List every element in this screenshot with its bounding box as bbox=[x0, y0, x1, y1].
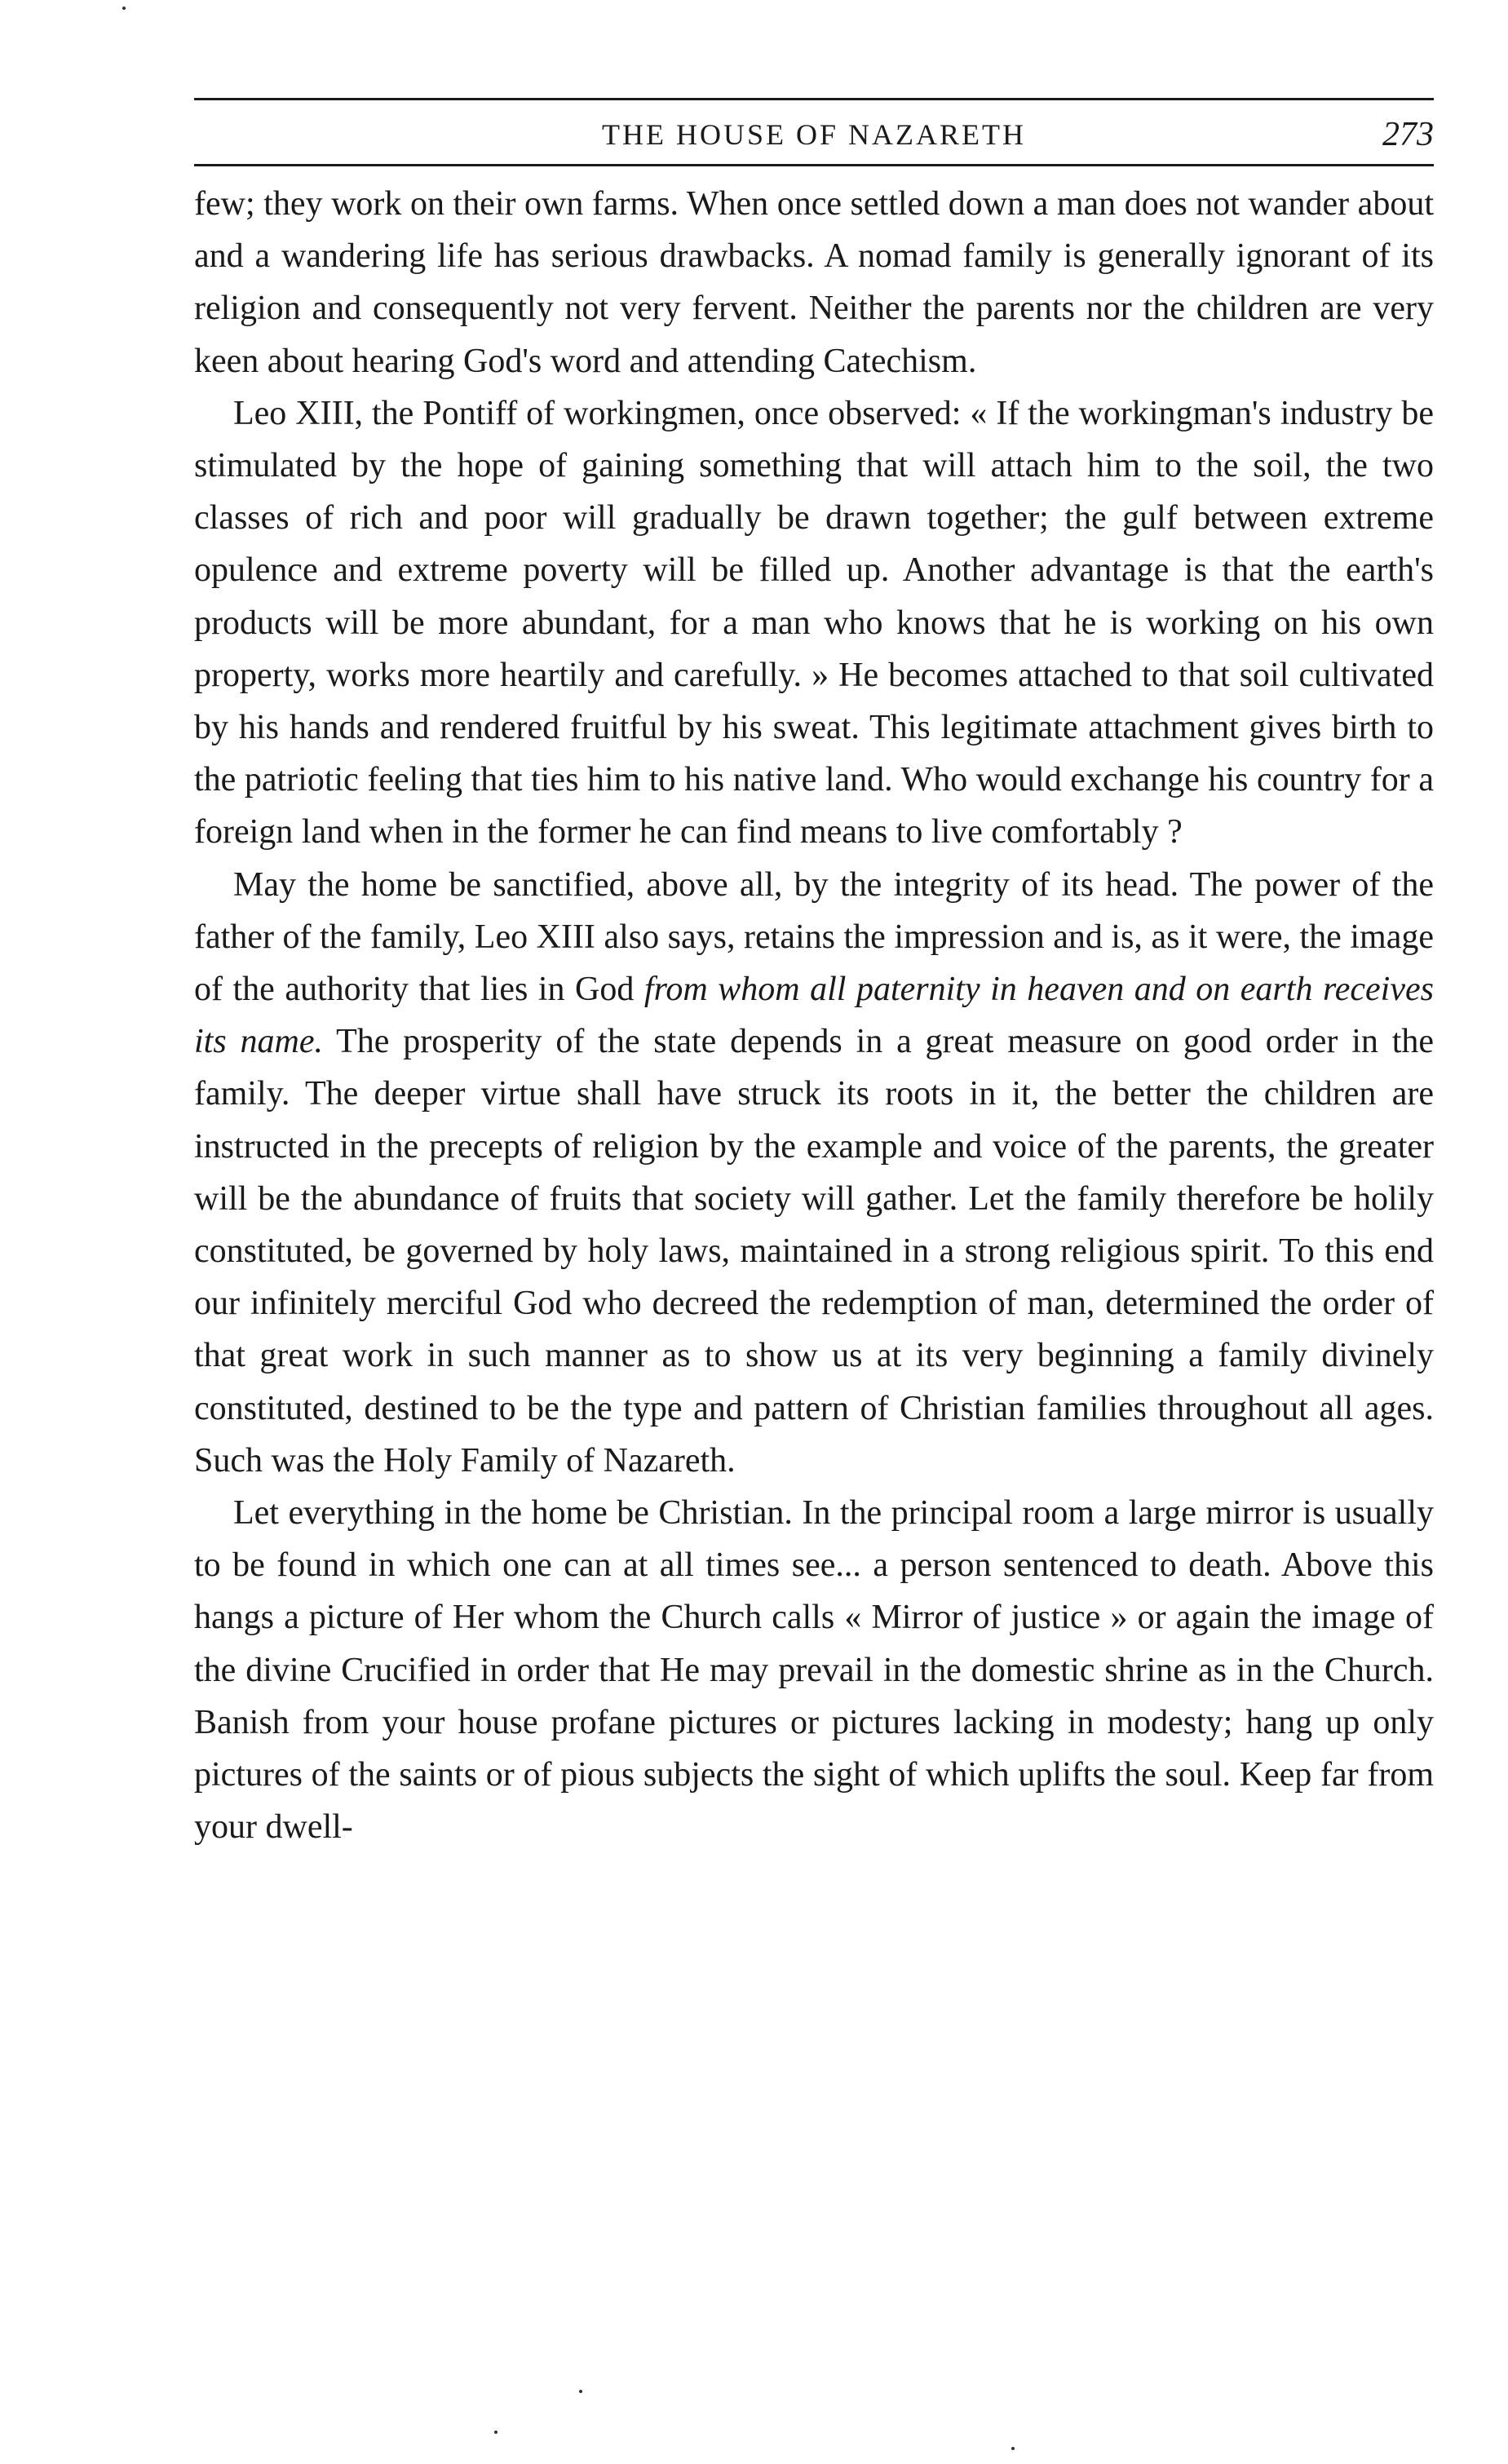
paragraph-3-text-b: The prosperity of the state depends in a great measure on good order in the family. The deeper virtue shall have struck its roots in it, the better the children are instructed in the precepts of religion by the example and voice of the parents, the greater will be the abundance of fruits that society will gather. Let the family therefore be holily constituted, be governed by holy laws, maintained in a strong religious spirit. To this end our infinitely merciful God who decreed the redemption of man, determined the order of that great work in such manner as to show us at its very beginning a family divinely constituted, destined to be the type and pattern of Christian families throughout all ages. Such was the Holy Family of Nazareth. bbox=[194, 1023, 1435, 1480]
print-speck bbox=[122, 7, 126, 10]
paragraph-4: Let everything in the home be Christian. In the principal room a large mirror is usually to be found in which one can at all times see... a person sentenced to death. Above this hangs a picture of Her whom the Church calls « Mirror of justice » or again the image of the divine Crucified in order that He may prevail in the domestic shrine as in the Church. Banish from your house profane pictures or pictures lacking in modesty; hang up only pictures of the saints or of pious subjects the sight of which uplifts the soul. Keep far from your dwell- bbox=[194, 1494, 1434, 1847]
paragraph-1: few; they work on their own farms. When once settled down a man does not wander about and a wandering life has serious drawbacks. A nomad family is generally ignorant of its religion and consequently not very fervent. Neither the parents nor the children are very keen about hearing God's word and attending Catechism. bbox=[194, 185, 1434, 380]
body-text bbox=[194, 178, 1434, 1854]
page-header bbox=[194, 112, 1434, 157]
print-speck bbox=[494, 2431, 498, 2434]
paragraph-2: Leo XIII, the Pontiff of workingmen, once observed: « If the workingman's industry be stimulated by the hope of gaining something that will attach him to the soil, the two classes of rich and poor will gradually be drawn together; the gulf between extreme opulence and extreme poverty will be filled up. Another advantage is that the earth's products will be more abundant, for a man who knows that he is working on his own property, works more heartily and carefully. » He becomes attached to that soil cultivated by his hands and rendered fruitful by his sweat. This legitimate attachment gives birth to the patriotic feeling that ties him to his native land. Who would exchange his country for a foreign land when in the former he can find means to live comfortably ? bbox=[194, 394, 1434, 852]
paragraph-3 bbox=[194, 859, 1434, 1487]
running-title: THE HOUSE OF NAZARETH bbox=[602, 118, 1026, 151]
book-page bbox=[194, 98, 1434, 1854]
paragraph-3-text-a: May the home be sanctified, above all, by the integrity of its head. The power of the father of the family, Leo XIII also says, retains the impression and is, as it were, the image of the authority that lies in God bbox=[194, 865, 1434, 1009]
header-bottom-rule bbox=[194, 164, 1434, 166]
header-top-rule bbox=[194, 98, 1434, 100]
page-number: 273 bbox=[1382, 116, 1434, 153]
print-speck bbox=[579, 2390, 582, 2393]
print-speck bbox=[1011, 2447, 1015, 2450]
paragraph-3-italic-quote: from whom all paternity in heaven and on earth receives its name. bbox=[194, 971, 1434, 1061]
